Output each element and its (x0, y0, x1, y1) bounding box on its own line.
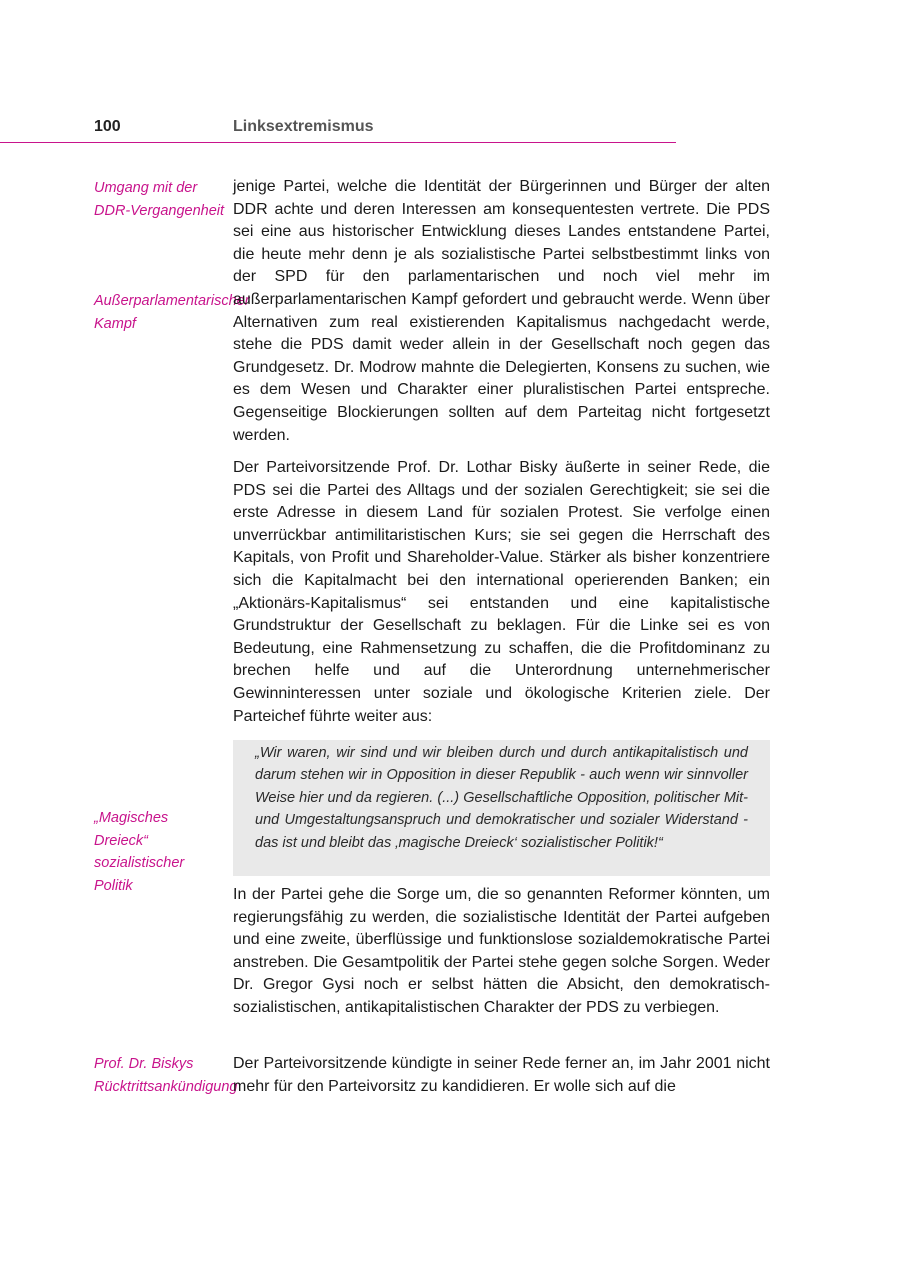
header-divider (0, 142, 676, 143)
page-number: 100 (94, 118, 121, 135)
block-quote (233, 740, 770, 876)
quote-text: „Wir waren, wir sind und wir bleiben durch und durch antikapitalistisch und darum stehen wir in Opposition in dieser Republik - auch wenn wir sinnvoller Weise hier und da regieren. (...) Gesellschaftliche Opposition, politischer Mit- und Umgestaltungsanspruch und demokratischer und sozialer Widerstand - das ist und bleibt das ‚magische Dreieck‘ sozialistischer Politik!“ (255, 745, 748, 851)
margin-note-ruecktritt: Prof. Dr. Biskys Rücktrittsankündigung (94, 1056, 238, 1095)
page-header (94, 116, 770, 142)
body-paragraph-4 (233, 1053, 770, 1098)
body-paragraph-2 (233, 457, 770, 728)
paragraph-text: Der Parteivorsitzende kündigte in seiner Rede ferner an, im Jahr 2001 nicht mehr für den Parteivorsitz zu kandidieren. Er wolle sich auf die (233, 1055, 770, 1095)
body-paragraph-1 (233, 176, 770, 447)
margin-note-magisches-dreieck: „Magisches Dreieck“ sozialistischer Politik (94, 810, 185, 894)
paragraph-text: jenige Partei, welche die Identität der Bürgerinnen und Bürger der alten DDR achte und deren Interessen am konsequentesten vertrete. Die PDS sei eine aus historischer Entwicklung dieses Landes entstandene Partei, die heute mehr denn je als sozialistische Partei selbstbestimmt links von der SPD für den parlamentarischen und noch viel mehr im außerparlamentarischen Kampf gefordert und gebraucht werde. Wenn über Alternativen zum real existierenden Kapitalismus nachgedacht werde, stehe die PDS damit weder allein in der Gesellschaft noch gegen das Grundgesetz. Dr. Modrow mahnte die Delegierten, Konsens zu suchen, wie es dem Wesen und Charakter einer pluralistischen Partei entspreche. Gegenseitige Blockierungen sollten auf dem Parteitag nicht fortgesetzt werden. (233, 178, 770, 444)
paragraph-text: Der Parteivorsitzende Prof. Dr. Lothar Bisky äußerte in seiner Rede, die PDS sei die Partei des Alltags und der sozialen Gerechtigkeit; sie sei die erste Adresse in diesem Land für sozialen Protest. Sie verfolge einen unverrückbar antimilitaristischen Kurs; sie sei gegen die Herrschaft des Kapitals, von Profit und Shareholder-Value. Stärker als bisher konzentriere sich die Kapitalmacht bei den international operierenden Banken; ein „Aktionärs-Kapitalismus“ sei entstanden und eine kapitalistische Grundstruktur der Gesellschaft zu beklagen. Für die Linke sei es von Bedeutung, eine Rahmensetzung zu schaffen, die die Profitdominanz zu brechen helfe und auf die Unterordnung unternehmerischer Gewinninteressen unter soziale und ökologische Kriterien ziele. Der Parteichef führte weiter aus: (233, 459, 770, 725)
running-title: Linksextremismus (233, 118, 374, 135)
margin-note-ddr: Umgang mit der DDR-Vergangenheit (94, 180, 225, 219)
paragraph-text: In der Partei gehe die Sorge um, die so genannten Reformer könnten, um regierungsfähig zu werden, die sozialistische Identität der Partei aufgeben und eine zweite, überflüssige und funktionslose sozialdemokratische Partei anstreben. Die Gesamtpolitik der Partei stehe gegen solche Sorgen. Weder Dr. Gregor Gysi noch er selbst hätten die Absicht, den demokratisch-sozialistischen, antikapitalistischen Charakter der PDS zu verbiegen. (233, 886, 770, 1016)
margin-note-ausserparlamentarisch: Außerparlamentarischer Kampf (94, 293, 250, 332)
body-paragraph-3 (233, 884, 770, 1020)
